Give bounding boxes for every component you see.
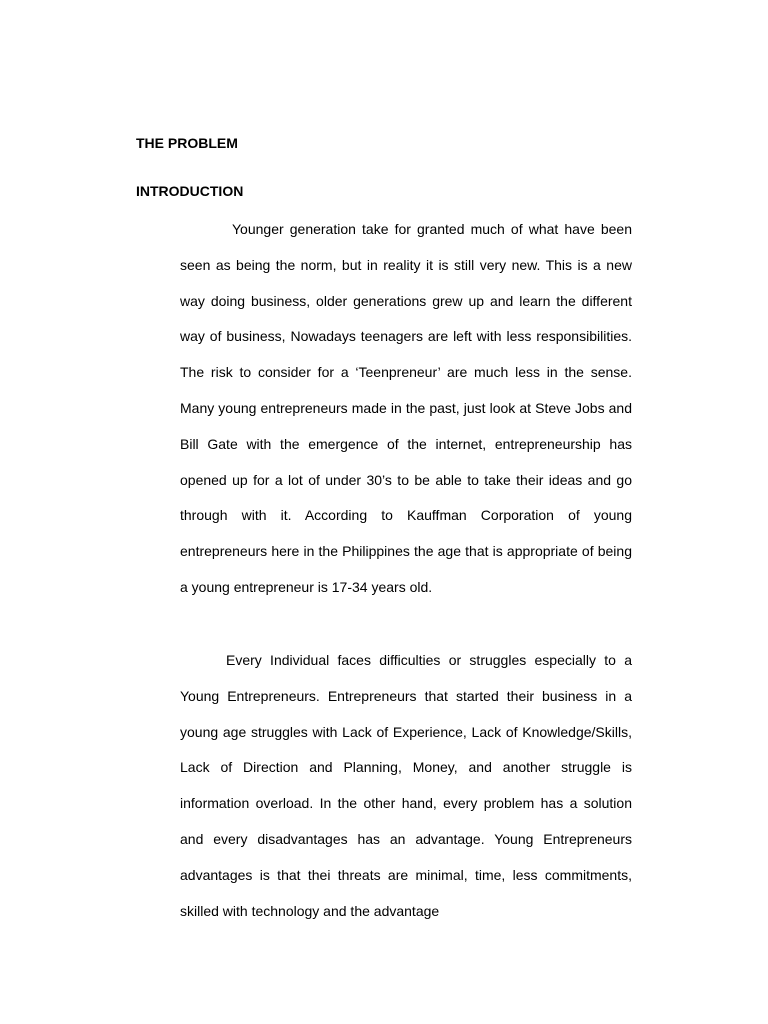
paragraph-1: Younger generation take for granted much of what have been seen as being the norm, but in reality it is still very new. This is a new way doing business, older generations grew up and learn the different way of business, Nowadays teenagers are left with less responsibilities. The risk to consider for a ‘Teenpreneur’ are much less in the sense. Many young entrepreneurs made in the past, just look at Steve Jobs and Bill Gate with the emergence of the internet, entrepreneurship has opened up for a lot of under 30’s to be able to take their ideas and go through with it. According to Kauffman Corporation of young entrepreneurs here in the Philippines the age that is appropriate of being a young entrepreneur is 17-34 years old.: [180, 221, 632, 595]
section-title: THE PROBLEM: [136, 135, 238, 151]
subsection-title: INTRODUCTION: [136, 183, 244, 199]
paragraph-2: Every Individual faces difficulties or struggles especially to a Young Entrepreneurs. Entrepreneurs that started their business in a young age struggles with Lack of Experience, Lack of Knowledge/Skills, Lack of Direction and Planning, Money, and another struggle is information overload. In the other hand, every problem has a solution and every disadvantages has an advantage. Young Entrepreneurs advantages is that thei threats are minimal, time, less commitments, skilled with technology and the advantage: [180, 652, 632, 919]
